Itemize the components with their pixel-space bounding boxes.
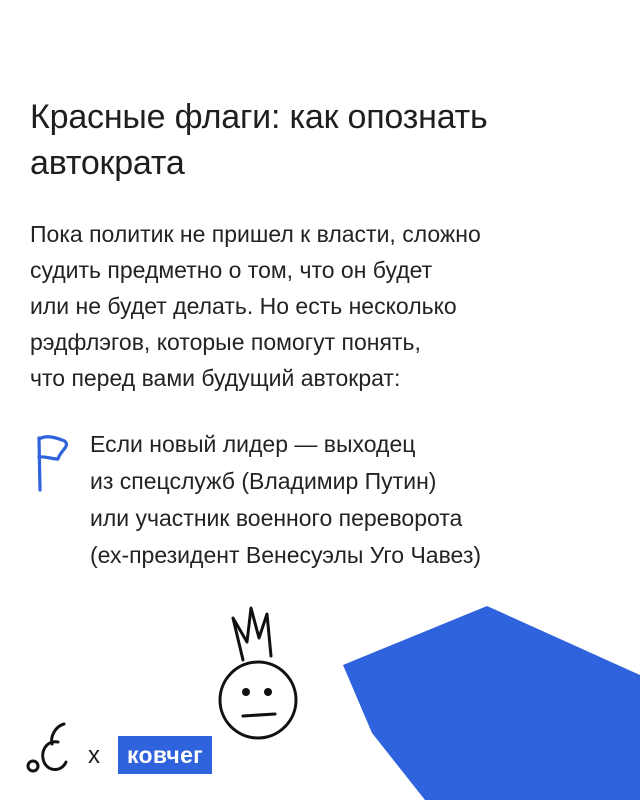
flag-icon [32,432,72,494]
smiley-crown-doodle [205,600,315,750]
oc-logo-icon [24,718,80,778]
kovcheg-logo: ковчег [118,736,212,774]
intro-paragraph: Пока политик не пришел к власти, сложно судить предметно о том, что он будет или не будет делать. Но есть несколько рэдфлэгов, которые помогут понять, что перед вами будущий автократ: [30,221,481,391]
page-title: Красные флаги: как опознать автократа [30,98,488,182]
logo-separator: x [88,742,100,769]
flag-item-text: Если новый лидер — выходец из спецслужб (Владимир Путин) или участник военного переворота (ех-президент Венесуэлы Уго Чавез) [90,431,482,568]
